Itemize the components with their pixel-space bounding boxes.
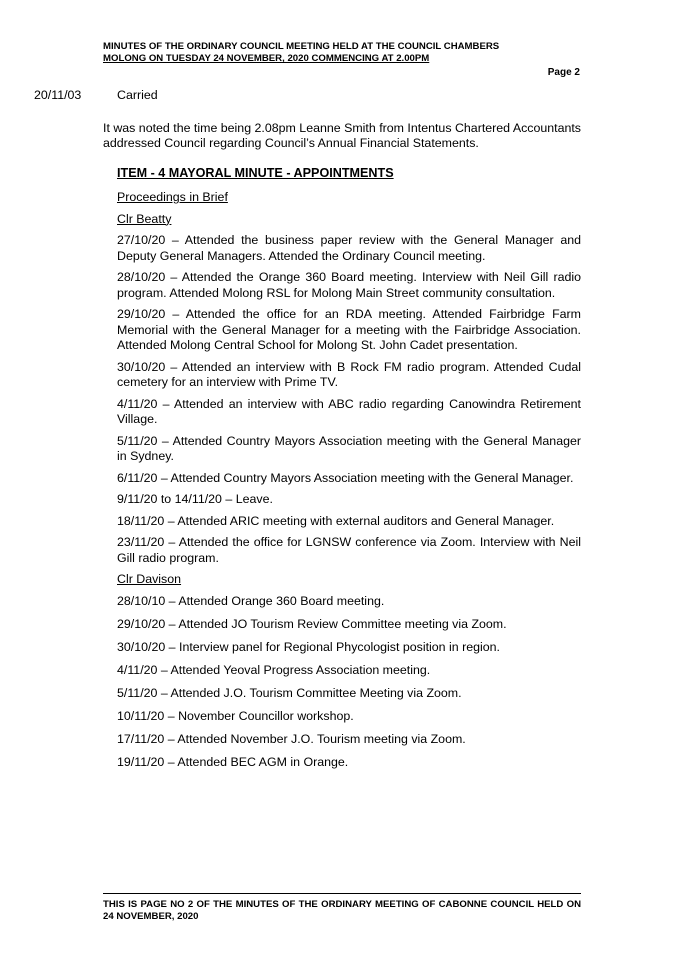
diary-entry: 28/10/20 – Attended the Orange 360 Board meeting. Interview with Neil Gill radio program. Attended Molong RSL for Molong Main Street community consultation. [117,270,581,300]
resolution-number: 20/11/03 [34,88,82,102]
diary-entry: 29/10/20 – Attended JO Tourism Review Committee meeting via Zoom. [117,616,507,631]
proceedings-subheading: Proceedings in Brief [117,190,228,204]
header-line-1: MINUTES OF THE ORDINARY COUNCIL MEETING HELD AT THE COUNCIL CHAMBERS [103,41,500,52]
item-heading: ITEM - 4 MAYORAL MINUTE - APPOINTMENTS [117,165,394,180]
diary-entry: 10/11/20 – November Councillor workshop. [117,708,354,723]
diary-entry: 28/10/10 – Attended Orange 360 Board meeting. [117,593,385,608]
page-number: Page 2 [547,67,580,78]
diary-entry: 27/10/20 – Attended the business paper review with the General Manager and Deputy General Managers. Attended the Ordinary Council meeting. [117,233,581,263]
diary-entry: 23/11/20 – Attended the office for LGNSW conference via Zoom. Interview with Neil Gill radio program. [117,535,581,565]
councillor-name: Clr Beatty [117,211,172,226]
diary-entry: 17/11/20 – Attended November J.O. Tourism meeting via Zoom. [117,732,466,747]
diary-entry: 29/10/20 – Attended the office for an RDA meeting. Attended Fairbridge Farm Memorial with the General Manager for a meeting with the Fairbridge Association. Attended Molong Central School for Molong St. John Cadet presentation. [117,307,581,352]
diary-entry: 6/11/20 – Attended Country Mayors Association meeting with the General Manager. [117,470,574,485]
diary-entry: 4/11/20 – Attended Yeoval Progress Association meeting. [117,662,431,677]
diary-entry: 4/11/20 – Attended an interview with ABC radio regarding Canowindra Retirement Village. [117,396,581,426]
note-paragraph: It was noted the time being 2.08pm Leanne Smith from Intentus Chartered Accountants addressed Council regarding Council’s Annual Financial Statements. [103,120,582,150]
diary-entry: 5/11/20 – Attended J.O. Tourism Committee Meeting via Zoom. [117,685,462,700]
diary-entry: 19/11/20 – Attended BEC AGM in Orange. [117,755,349,770]
minutes-header [103,41,581,65]
diary-entry: 9/11/20 to 14/11/20 – Leave. [117,492,273,506]
minutes-body [103,88,581,778]
diary-entry: 18/11/20 – Attended ARIC meeting with external auditors and General Manager. [117,513,555,528]
resolution-result: Carried [117,88,158,102]
councillor-name: Clr Davison [117,572,182,586]
header-line-2: MOLONG ON TUESDAY 24 NOVEMBER, 2020 COMMENCING AT 2.00PM [103,53,430,64]
diary-entry: 5/11/20 – Attended Country Mayors Association meeting with the General Manager in Sydney. [117,433,581,463]
diary-entry: 30/10/20 – Interview panel for Regional Phycologist position in region. [117,639,500,654]
page-footer: THIS IS PAGE NO 2 OF THE MINUTES OF THE ORDINARY MEETING OF CABONNE COUNCIL HELD ON 24 NOVEMBER, 2020 [103,899,581,923]
diary-entry: 30/10/20 – Attended an interview with B Rock FM radio program. Attended Cudal cemetery for an interview with Prime TV. [117,359,581,389]
footer-divider [103,893,581,894]
